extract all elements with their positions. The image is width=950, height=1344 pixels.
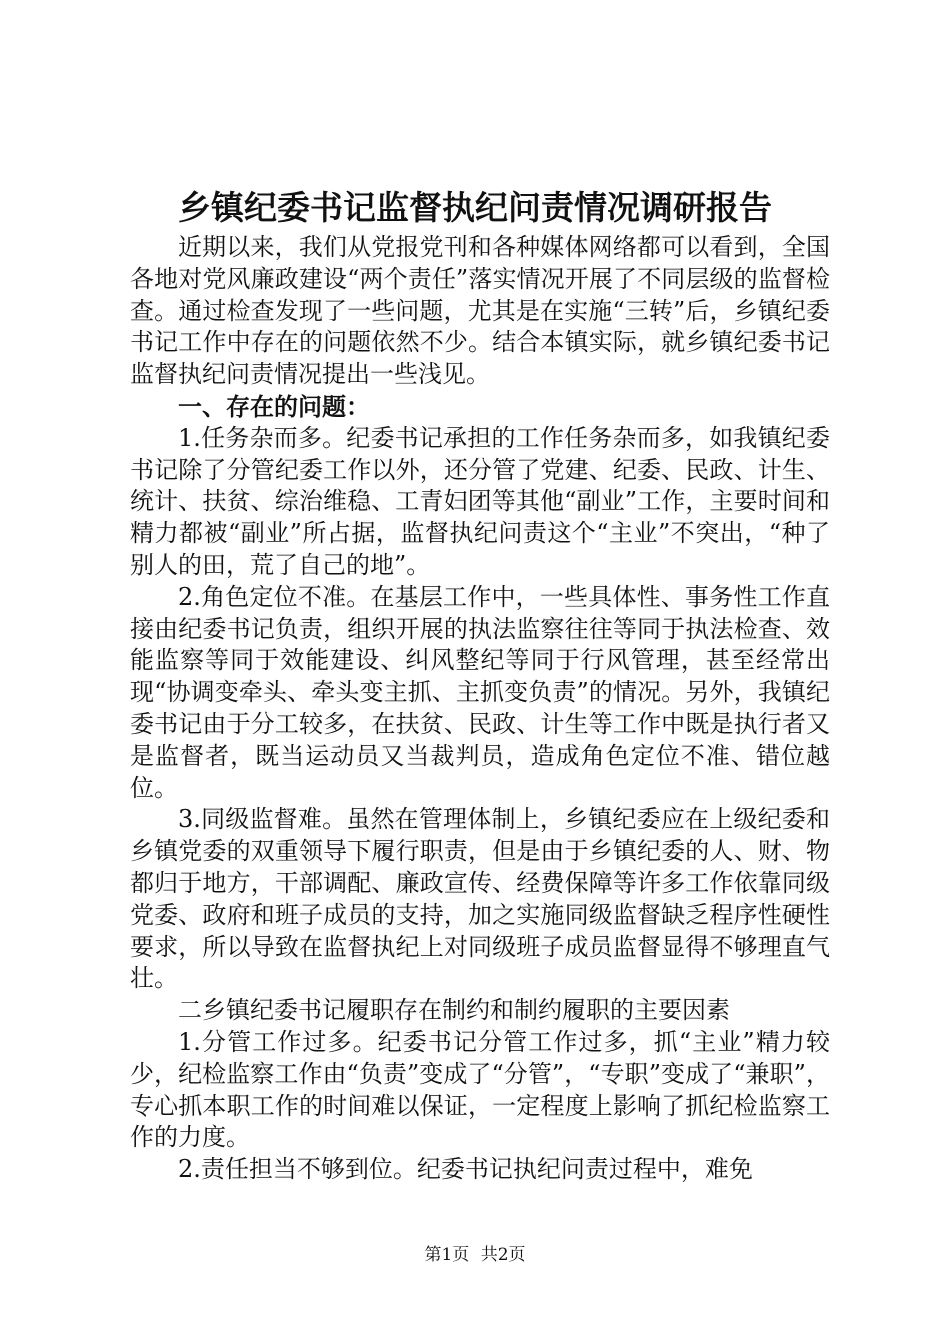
- paragraph-factor-2: 2.责任担当不够到位。纪委书记执纪问责过程中，难免: [178, 1155, 753, 1184]
- page-number-current: 第1页: [424, 1245, 470, 1265]
- document-body: [130, 232, 830, 1186]
- paragraph-item-3: 3.同级监督难。虽然在管理体制上，乡镇纪委应在上级纪委和乡镇党委的双重领导下履行职责，但是由于乡镇纪委的人、财、物都归于地方，干部调配、廉政宣传、经费保障等许多工作依靠同级党委、政府和班子成员的支持，加之实施同级监督缺乏程序性硬性要求，所以导致在监督执纪上对同级班子成员监督显得不够理直气壮。: [130, 805, 830, 993]
- paragraph-intro: 近期以来，我们从党报党刊和各种媒体网络都可以看到，全国各地对党风廉政建设“两个责任”落实情况开展了不同层级的监督检查。通过检查发现了一些问题，尤其是在实施“三转”后，乡镇纪委书记工作中存在的问题依然不少。结合本镇实际，就乡镇纪委书记监督执纪问责情况提出一些浅见。: [130, 233, 830, 389]
- paragraph-item-2: 2.角色定位不准。在基层工作中，一些具体性、事务性工作直接由纪委书记负责，组织开展的执法监察往往等同于执法检查、效能监察等同于效能建设、纠风整纪等同于行风管理，甚至经常出现“协调变牵头、牵头变主抓、主抓变负责”的情况。另外，我镇纪委书记由于分工较多，在扶贫、民政、计生等工作中既是执行者又是监督者，既当运动员又当裁判员，造成角色定位不准、错位越位。: [130, 582, 830, 802]
- page-footer: [0, 1243, 950, 1267]
- page-number-total: 共2页: [480, 1245, 526, 1265]
- document-title: 乡镇纪委书记监督执纪问责情况调研报告: [178, 188, 772, 227]
- section-heading-factors: 二乡镇纪委书记履职存在制约和制约履职的主要因素: [178, 996, 730, 1025]
- paragraph-factor-1: 1.分管工作过多。纪委书记分管工作过多，抓“主业”精力较少，纪检监察工作由“负责”变成了“分管”，“专职”变成了“兼职”，专心抓本职工作的时间难以保证，一定程度上影响了抓纪检监察工作的力度。: [130, 1027, 830, 1152]
- paragraph-item-1: 1.任务杂而多。纪委书记承担的工作任务杂而多，如我镇纪委书记除了分管纪委工作以外，还分管了党建、纪委、民政、计生、统计、扶贫、综治维稳、工青妇团等其他“副业”工作，主要时间和精力都被“副业”所占据，监督执纪问责这个“主业”不突出，“种了别人的田，荒了自己的地”。: [130, 423, 830, 579]
- section-heading-problems: 一、存在的问题：: [178, 391, 370, 421]
